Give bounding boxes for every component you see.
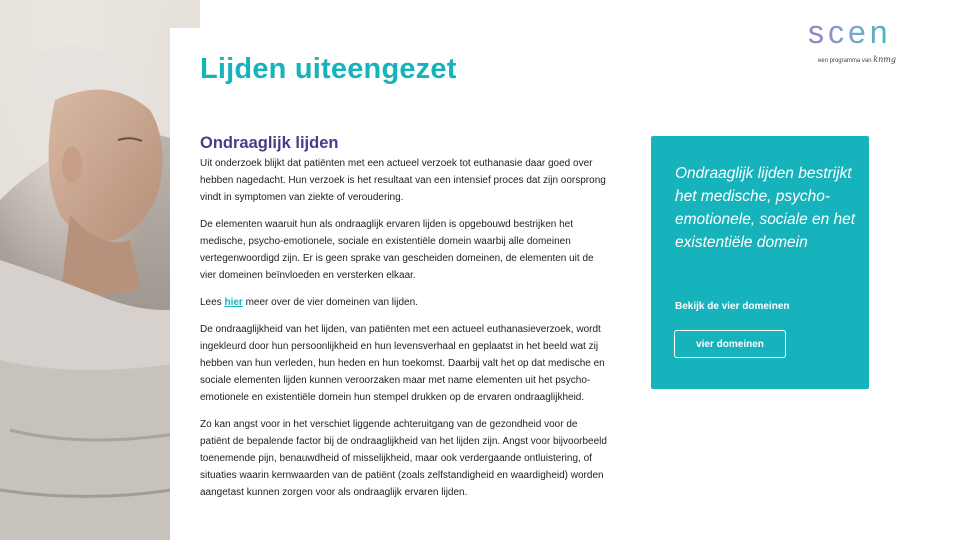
paragraph-1: Uit onderzoek blijkt dat patiënten met een actueel verzoek tot euthanasie daar goed over hebben nagedacht. Hun verzoek is het resultaat van een intensief proces dat zijn oorsprong vindt in symptomen van ziekte of veroudering. xyxy=(200,158,606,203)
callout-quote: Ondraaglijk lijden bestrijkt het medische, psycho-emotionele, sociale en het existentiële domein xyxy=(675,165,856,251)
paragraph-5: Zo kan angst voor in het verschiet liggende achteruitgang van de gezondheid voor de patiënt de bepalende factor bij de ondraaglijkheid van het lijden zijn. Angst voor bijvoorbeeld toenemende pijn, benauwdheid of misselijkheid, maar ook verdergaande ontluistering, of situaties waarin kernwaarden van de patiënt (zoals zelfstandigheid en waardigheid) worden aangetast kunnen zorgen voor als ondraaglijk ervaren lijden. xyxy=(200,419,607,498)
logo-subtitle xyxy=(818,55,896,64)
paragraph-4: De ondraaglijkheid van het lijden, van patiënten met een actueel euthanasieverzoek, wordt ingekleurd door hun persoonlijkheid en hun levensverhaal en geplaatst in het beeld wat zij hebben van hun verleden, hun heden en hun toekomst. Daarbij valt het op dat medische en sociale elementen lijden kunnen veroorzaken maar met name elementen uit het psycho-emotionele en existentiële domein hun stempel drukken op de ervaren ondraaglijkheid. xyxy=(200,324,605,403)
callout-label: Bekijk de vier domeinen xyxy=(675,301,790,312)
paragraph-3-after: meer over de vier domeinen van lijden. xyxy=(242,297,418,308)
logo-sub-brand: knmg xyxy=(873,55,896,64)
paragraph-2: De elementen waaruit hun als ondraaglijk ervaren lijden is opgebouwd bestrijken het medische, psycho-emotionele, sociale en existentiële domein waarbij alle domeinen vertegenwoordigd zijn. Er is geen sprake van gescheiden domeinen, de elementen uit de vier domeinen beïnvloeden en versterken elkaar. xyxy=(200,219,594,281)
paragraph-3-before: Lees xyxy=(200,297,225,308)
vier-domeinen-button[interactable]: vier domeinen xyxy=(674,330,786,358)
section-heading: Ondraaglijk lijden xyxy=(200,134,339,152)
logo-sub-prefix: een programma van xyxy=(817,58,872,64)
page-title: Lijden uiteengezet xyxy=(200,53,457,85)
paragraph-3 xyxy=(200,294,608,311)
callout-box xyxy=(651,136,869,389)
logo-wordmark: scen xyxy=(808,14,892,50)
hier-link[interactable]: hier xyxy=(224,297,243,308)
article xyxy=(200,134,608,511)
scen-logo[interactable] xyxy=(806,14,898,66)
